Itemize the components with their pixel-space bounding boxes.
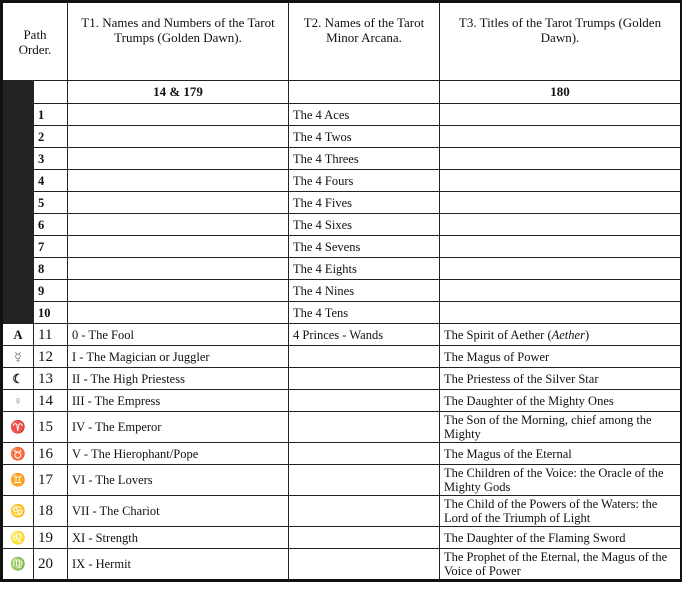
t1-cell	[68, 236, 289, 258]
t3-cell: The Magus of the Eternal	[440, 443, 682, 465]
t2-cell: The 4 Fives	[289, 192, 440, 214]
path-number: 3	[34, 148, 68, 170]
t3-cell	[440, 126, 682, 148]
t1-cell: VI - The Lovers	[68, 465, 289, 496]
t2-cell: The 4 Tens	[289, 302, 440, 324]
t3-italic: Aether	[551, 327, 585, 342]
t1-cell: 0 - The Fool	[68, 324, 289, 346]
table-row	[2, 280, 682, 302]
t3-cell: The Prophet of the Eternal, the Magus of the Voice of Power	[440, 549, 682, 581]
table-row	[2, 496, 682, 527]
path-number: 12	[34, 346, 68, 368]
table-row	[2, 443, 682, 465]
t2-cell: The 4 Fours	[289, 170, 440, 192]
t2-cell: 4 Princes - Wands	[289, 324, 440, 346]
t3-cell: The Daughter of the Mighty Ones	[440, 390, 682, 412]
symbol-cell	[2, 148, 34, 170]
t2-cell	[289, 496, 440, 527]
header-t1: T1. Names and Numbers of the Tarot Trumps (Golden Dawn).	[68, 2, 289, 81]
t3-cell: The Magus of Power	[440, 346, 682, 368]
t2-cell: The 4 Eights	[289, 258, 440, 280]
t2-cell	[289, 346, 440, 368]
t2-cell: The 4 Threes	[289, 148, 440, 170]
t1-cell	[68, 214, 289, 236]
header-path-order: Path Order.	[2, 2, 68, 81]
symbol-cell	[2, 126, 34, 148]
t2-cell: The 4 Sixes	[289, 214, 440, 236]
t3-cell	[440, 192, 682, 214]
symbol-cell	[2, 170, 34, 192]
t2-cell: The 4 Aces	[289, 104, 440, 126]
ref-t2	[289, 81, 440, 104]
ref-sym-cell	[2, 81, 34, 104]
table-row	[2, 465, 682, 496]
path-number: 18	[34, 496, 68, 527]
t1-cell: IX - Hermit	[68, 549, 289, 581]
table-row	[2, 126, 682, 148]
table-row	[2, 236, 682, 258]
path-number: 19	[34, 527, 68, 549]
leo-icon: ♌	[2, 527, 34, 549]
t2-cell	[289, 549, 440, 581]
venus-icon: ♀	[2, 390, 34, 412]
table-row	[2, 192, 682, 214]
symbol-cell	[2, 258, 34, 280]
table-row	[2, 170, 682, 192]
path-number: 9	[34, 280, 68, 302]
t2-cell	[289, 412, 440, 443]
t2-cell: The 4 Twos	[289, 126, 440, 148]
symbol-cell	[2, 192, 34, 214]
t1-cell	[68, 192, 289, 214]
symbol-cell	[2, 302, 34, 324]
t3-cell: The Children of the Voice: the Oracle of the Mighty Gods	[440, 465, 682, 496]
table-row	[2, 390, 682, 412]
reference-row	[2, 81, 682, 104]
t1-cell: VII - The Chariot	[68, 496, 289, 527]
t1-cell: III - The Empress	[68, 390, 289, 412]
t3-text-end: )	[584, 327, 590, 342]
path-number: 8	[34, 258, 68, 280]
cancer-icon: ♋	[2, 496, 34, 527]
header-row	[2, 2, 682, 81]
mercury-icon: ☿	[2, 346, 34, 368]
table-row	[2, 104, 682, 126]
t2-cell	[289, 465, 440, 496]
t3-cell: The Child of the Powers of the Waters: the Lord of the Triumph of Light	[440, 496, 682, 527]
moon-icon: ☾	[2, 368, 34, 390]
ref-t1: 14 & 179	[68, 81, 289, 104]
t1-cell	[68, 280, 289, 302]
path-number: 4	[34, 170, 68, 192]
t1-cell	[68, 258, 289, 280]
symbol-cell	[2, 214, 34, 236]
path-number: 2	[34, 126, 68, 148]
table-row	[2, 258, 682, 280]
t2-cell	[289, 527, 440, 549]
t3-cell: The Priestess of the Silver Star	[440, 368, 682, 390]
table-row	[2, 214, 682, 236]
t1-cell: V - The Hierophant/Pope	[68, 443, 289, 465]
t3-cell: The Daughter of the Flaming Sword	[440, 527, 682, 549]
path-number: 14	[34, 390, 68, 412]
t1-cell: II - The High Priestess	[68, 368, 289, 390]
path-number: 1	[34, 104, 68, 126]
t3-cell	[440, 324, 682, 346]
header-t2: T2. Names of the Tarot Minor Arcana.	[289, 2, 440, 81]
t3-cell	[440, 280, 682, 302]
t1-cell	[68, 302, 289, 324]
table-row	[2, 148, 682, 170]
ref-num-cell	[34, 81, 68, 104]
table-row	[2, 412, 682, 443]
t1-cell	[68, 148, 289, 170]
t3-cell: The Son of the Morning, chief among the Mighty	[440, 412, 682, 443]
t3-cell	[440, 258, 682, 280]
t1-cell: XI - Strength	[68, 527, 289, 549]
ref-t3: 180	[440, 81, 682, 104]
virgo-icon: ♍	[2, 549, 34, 581]
t2-cell	[289, 390, 440, 412]
t1-cell: IV - The Emperor	[68, 412, 289, 443]
path-number: 5	[34, 192, 68, 214]
t3-text: The Spirit of Aether (	[444, 327, 552, 342]
symbol-cell	[2, 236, 34, 258]
table-row	[2, 302, 682, 324]
aether-symbol-icon: A	[2, 324, 34, 346]
t3-cell	[440, 302, 682, 324]
symbol-cell	[2, 104, 34, 126]
t3-cell	[440, 236, 682, 258]
t1-cell	[68, 170, 289, 192]
header-t3: T3. Titles of the Tarot Trumps (Golden Dawn).	[440, 2, 682, 81]
table-row	[2, 549, 682, 581]
t2-cell: The 4 Nines	[289, 280, 440, 302]
path-number: 20	[34, 549, 68, 581]
t2-cell	[289, 368, 440, 390]
taurus-icon: ♉	[2, 443, 34, 465]
table-row	[2, 346, 682, 368]
symbol-cell	[2, 280, 34, 302]
t3-cell	[440, 104, 682, 126]
t1-cell	[68, 126, 289, 148]
table-row	[2, 527, 682, 549]
path-number: 10	[34, 302, 68, 324]
t2-cell	[289, 443, 440, 465]
table-row	[2, 368, 682, 390]
t1-cell	[68, 104, 289, 126]
path-number: 16	[34, 443, 68, 465]
gemini-icon: ♊	[2, 465, 34, 496]
t3-cell	[440, 214, 682, 236]
path-number: 7	[34, 236, 68, 258]
path-number: 15	[34, 412, 68, 443]
path-number: 13	[34, 368, 68, 390]
t1-cell: I - The Magician or Juggler	[68, 346, 289, 368]
path-number: 11	[34, 324, 68, 346]
path-number: 17	[34, 465, 68, 496]
t3-cell	[440, 170, 682, 192]
aries-icon: ♈	[2, 412, 34, 443]
table-row	[2, 324, 682, 346]
t2-cell: The 4 Sevens	[289, 236, 440, 258]
t3-cell	[440, 148, 682, 170]
path-number: 6	[34, 214, 68, 236]
